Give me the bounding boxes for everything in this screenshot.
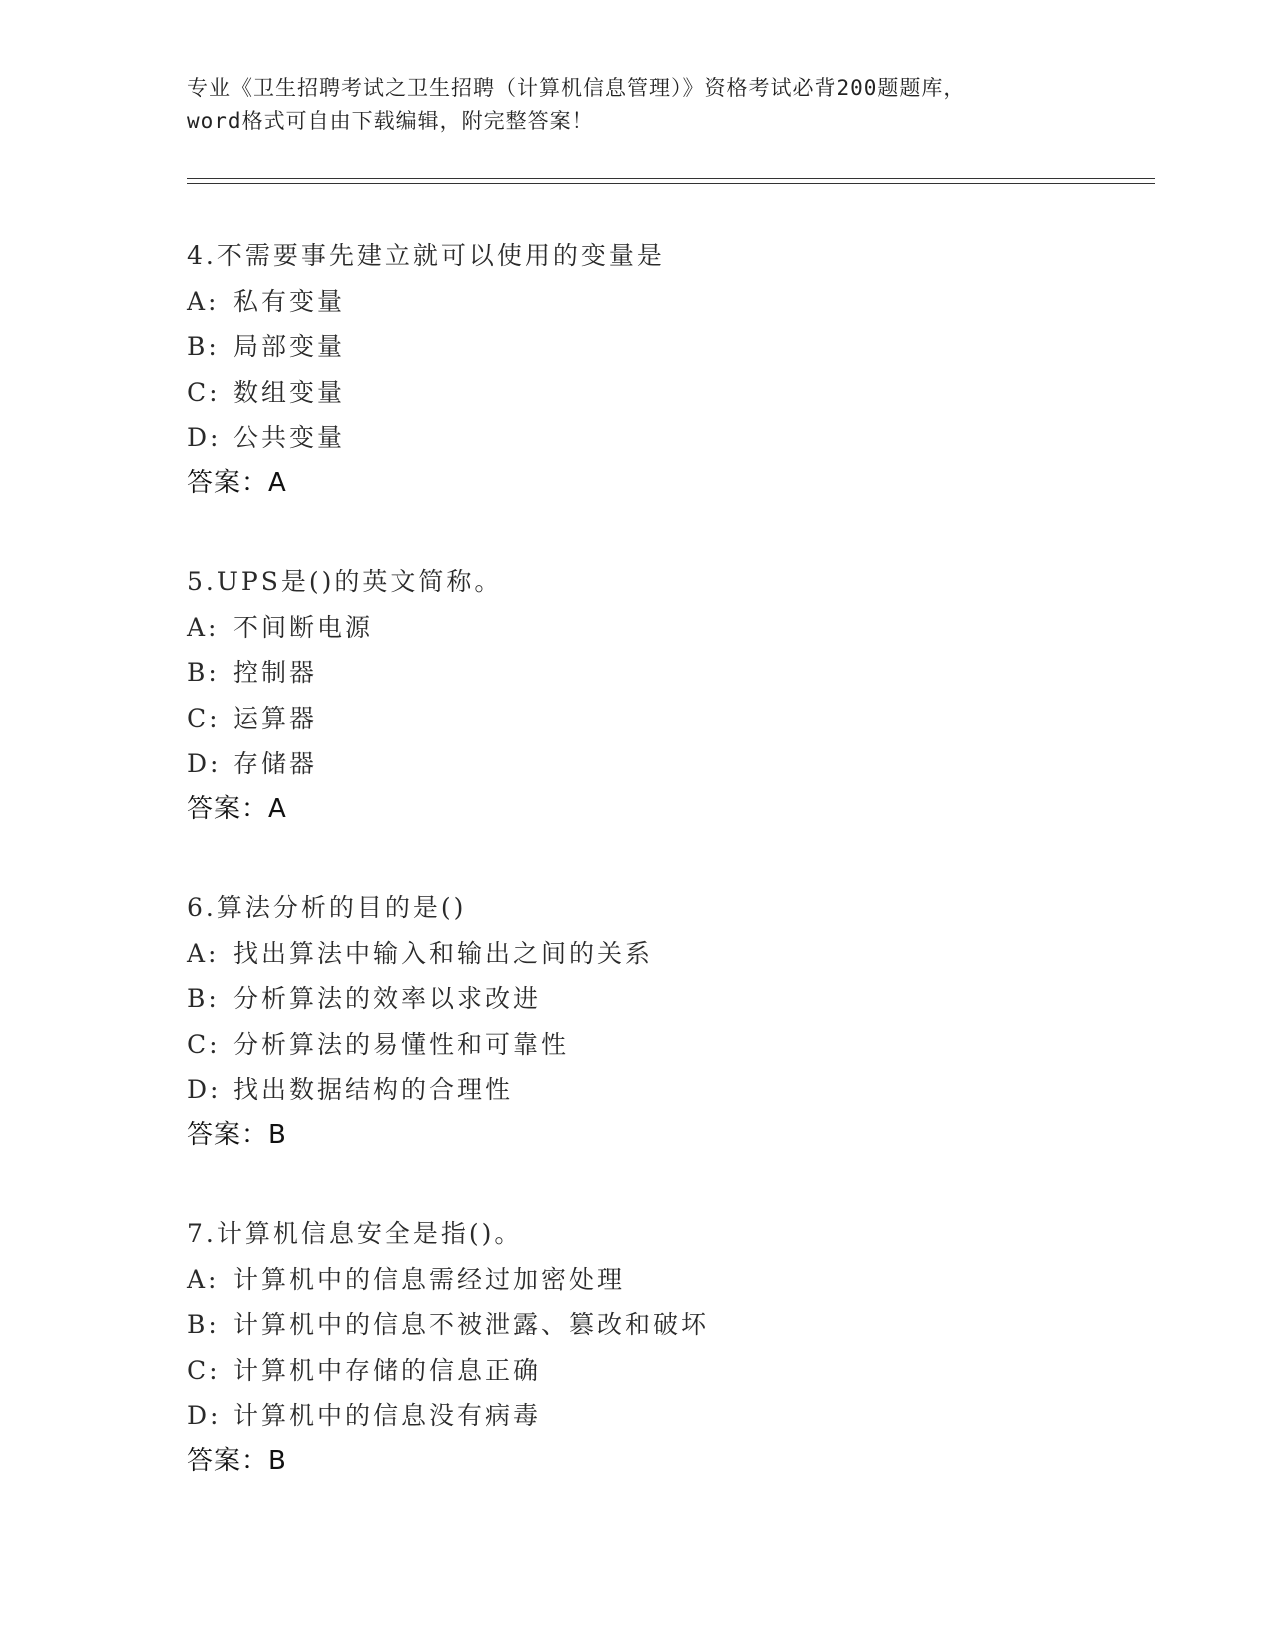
option-text: 存储器 — [233, 749, 318, 778]
option-key: C: — [187, 1355, 221, 1385]
option-text: 找出算法中输入和输出之间的关系 — [233, 938, 654, 968]
question-title: 7.计算机信息安全是指()。 — [187, 1219, 523, 1248]
answer-line: 答案：B — [187, 1119, 287, 1150]
document-header — [187, 72, 1087, 138]
option-text: 局部变量 — [233, 332, 346, 361]
option-d — [187, 741, 1147, 787]
option-b — [187, 1302, 1147, 1348]
option-c — [187, 696, 1147, 742]
option-text: 分析算法的效率以求改进 — [233, 984, 542, 1013]
question-7 — [187, 1211, 1147, 1484]
option-key: A: — [187, 938, 220, 968]
option-text: 不间断电源 — [233, 612, 374, 642]
question-list — [187, 233, 1147, 1484]
option-d — [187, 1393, 1147, 1439]
answer-line: 答案：A — [187, 793, 287, 824]
option-text: 分析算法的易懂性和可靠性 — [233, 1029, 570, 1059]
option-a — [187, 605, 1147, 651]
answer-line: 答案：B — [187, 1445, 287, 1476]
option-text: 计算机中的信息没有病毒 — [233, 1401, 542, 1430]
option-text: 控制器 — [233, 658, 318, 687]
header-title-line-2: word格式可自由下载编辑，附完整答案！ — [187, 109, 594, 133]
option-b — [187, 650, 1147, 696]
option-text: 计算机中的信息不被泄露、篡改和破坏 — [233, 1310, 710, 1339]
option-b — [187, 324, 1147, 370]
option-key: B: — [187, 1310, 220, 1339]
question-5 — [187, 559, 1147, 832]
option-key: B: — [187, 658, 220, 687]
option-a — [187, 1257, 1147, 1303]
option-a — [187, 279, 1147, 325]
question-title: 6.算法分析的目的是() — [187, 893, 467, 922]
option-text: 计算机中存储的信息正确 — [233, 1355, 542, 1385]
question-title: 4.不需要事先建立就可以使用的变量是 — [187, 241, 665, 270]
option-text: 数组变量 — [233, 377, 346, 407]
option-key: A: — [187, 612, 220, 642]
header-title-line-1: 专业《卫生招聘考试之卫生招聘（计算机信息管理）》资格考试必背200题题库， — [187, 76, 966, 100]
option-key: C: — [187, 377, 221, 407]
option-text: 私有变量 — [233, 286, 346, 316]
option-d — [187, 1067, 1147, 1113]
option-key: A: — [187, 1264, 220, 1294]
option-text: 找出数据结构的合理性 — [233, 1075, 514, 1104]
option-key: C: — [187, 703, 221, 733]
option-key: A: — [187, 286, 220, 316]
option-text: 运算器 — [233, 703, 318, 733]
option-key: D: — [187, 423, 222, 452]
question-4 — [187, 233, 1147, 506]
question-title: 5.UPS是()的英文简称。 — [187, 567, 503, 596]
option-key: D: — [187, 749, 222, 778]
option-c — [187, 370, 1147, 416]
question-6 — [187, 885, 1147, 1158]
option-key: D: — [187, 1075, 222, 1104]
option-key: B: — [187, 984, 220, 1013]
option-b — [187, 976, 1147, 1022]
header-divider-bottom — [187, 183, 1155, 184]
option-key: D: — [187, 1401, 222, 1430]
answer-line: 答案：A — [187, 467, 287, 498]
option-key: C: — [187, 1029, 221, 1059]
option-text: 计算机中的信息需经过加密处理 — [233, 1264, 626, 1294]
option-a — [187, 931, 1147, 977]
option-c — [187, 1022, 1147, 1068]
header-divider-top — [187, 178, 1155, 179]
option-text: 公共变量 — [233, 423, 346, 452]
option-key: B: — [187, 332, 220, 361]
option-c — [187, 1348, 1147, 1394]
option-d — [187, 415, 1147, 461]
